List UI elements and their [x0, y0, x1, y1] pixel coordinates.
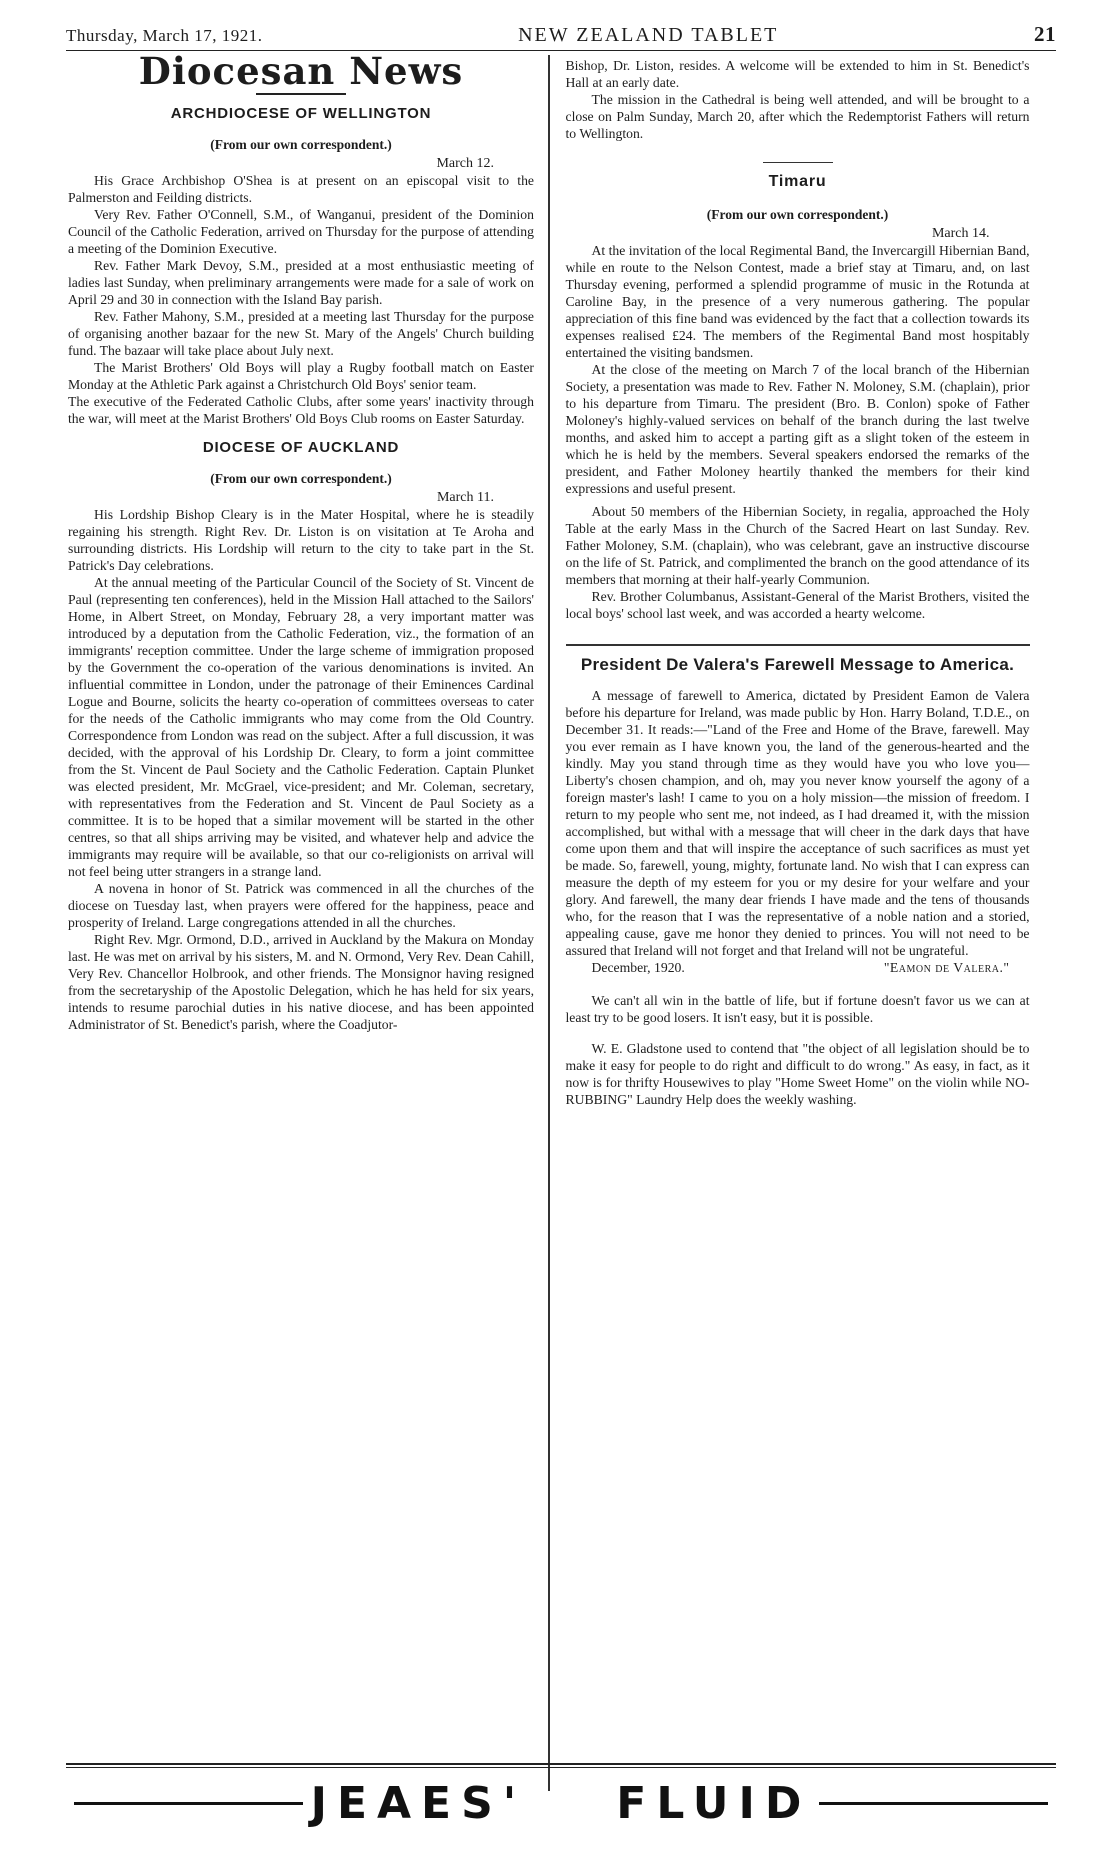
article-rule: [566, 644, 1030, 646]
auckland-correspondent: (From our own correspondent.): [210, 471, 392, 486]
wellington-paragraph: Very Rev. Father O'Connell, S.M., of Wanganui, president of the Dominion Council of the Catholic Federation, arrived on Thursday for the purpose of attending a meeting of the Dominion Executive.: [68, 207, 534, 256]
timaru-date: March 14.: [931, 226, 990, 241]
issue-date: Thursday, March 17, 1921.: [66, 26, 263, 45]
wellington-date: March 12.: [436, 156, 494, 171]
advert-left-line: [74, 1802, 303, 1805]
advert-word-brand: JEAES': [310, 1777, 527, 1829]
auckland-paragraph: Right Rev. Mgr. Ormond, D.D., arrived in Auckland by the Makura on Monday last. He was met on arrival by his sisters, M. and N. Ormond, Very Rev. Dean Cahill, Very Rev. Chancellor Holbrook, and other friends. The Monsignor having resigned from the secretaryship of the Apostolic Delegation, which he has held for six years, intends to resume parochial duties in his native diocese, and has been appointed Administrator of St. Benedict's parish, where the Coadjutor-: [68, 932, 534, 1032]
wellington-paragraph: Rev. Father Mahony, S.M., presided at a meeting last Thursday for the purpose of organising another bazaar for the new St. Mary of the Angels' Church building fund. The bazaar will take place about July next.: [68, 309, 534, 358]
title-ornament: [68, 82, 534, 99]
continuation-paragraph: Bishop, Dr. Liston, resides. A welcome will be extended to him in St. Benedict's Hall at an early date.: [565, 58, 1030, 90]
wellington-correspondent: (From our own correspondent.): [210, 137, 392, 152]
timaru-paragraph: At the close of the meeting on March 7 of the local branch of the Hibernian Society, a presentation was made to Rev. Father N. Moloney, S.M. (chaplain), prior to his departure from Timaru. The president (Bro. B. Conlon) spoke of Father Moloney's highly-valued services on behalf of the branch during the last twelve months, and asked him to accept a parting gift as a slight token of the esteem in which he is held by the members. Several speakers endorsed the remarks of the president, and Father Moloney heartily thanked the members for their kind expressions and useful present.: [565, 362, 1030, 496]
devalera-paragraph: A message of farewell to America, dictated by President Eamon de Valera before his departure for Ireland, was made public by Hon. Harry Boland, T.D.E., on December 31. It reads:—"Land of the Free and Home of the Brave, farewell. May you ever remain as I have known you, the land of the generous-hearted and the kindly. May you stand through time as they would have you who love you—Liberty's chosen champion, and oh, may you never know yourself the agony of a foreign master's lash! I came to you on a holy mission—the mission of freedom. I return to my people who sent me, not indeed, as I had dreamed it, with the mission accomplished, but withal with a message that will cheer in the dark days that have come upon them and that will inspire the acceptance of such sacrifices as must yet be made. So, farewell, young, mighty, fortunate land. No wish that I can express can measure the depth of my esteem for you or my desire for your welfare and your glory. And farewell, the many dear friends I have made and the tens of thousands who, for the reason that I was the representative of a noble nation and a storied, appealing cause, gave me honor they denied to princes. You will not need to be assured that Ireland will not forget and that Ireland will not be ungrateful.: [565, 688, 1030, 958]
auckland-paragraph: His Lordship Bishop Cleary is in the Mater Hospital, where he is steadily regaining his strength. Right Rev. Dr. Liston is on visitation at Te Aroha and surrounding districts. His Lordship will return to the city to take part in the St. Patrick's Day celebrations.: [68, 507, 534, 573]
advert-word-product: FLUID: [616, 1777, 812, 1829]
footer-rule: [66, 1763, 1056, 1765]
continuation-paragraph: The mission in the Cathedral is being well attended, and will be brought to a close on Palm Sunday, March 20, after which the Redemptorist Fathers will return to Wellington.: [565, 92, 1030, 141]
section-title: Diocesan News: [138, 49, 464, 93]
auckland-paragraph: A novena in honor of St. Patrick was commenced in all the churches of the diocese on Tuesday last, when prayers were offered for the happiness, peace and prosperity of Ireland. Large congregations attended in all the churches.: [68, 881, 534, 930]
advertisement-banner: [66, 1778, 1056, 1828]
wellington-paragraph: Rev. Father Mark Devoy, S.M., presided at a most enthusiastic meeting of ladies last Sunday, when preliminary arrangements were made for a sale of work on April 29 and 30 in connection with the Island Bay parish.: [68, 258, 534, 307]
footer-rule-thin: [66, 1767, 1056, 1768]
auckland-paragraph: At the annual meeting of the Particular Council of the Society of St. Vincent de Paul (representing ten conferences), held in the Mission Hall attached to the Sailors' Home, in Albert Street, on Monday, February 28, a very important matter was introduced by a deputation from the Catholic Federation, viz., the formation of an immigrants' reception committee. Under the large scheme of immigration proposed by the Government the co-operation of the various denominations is invited. An influential committee in London, under the patronage of their Eminences Cardinal Logue and Bourne, solicits the hearty co-operation of committees overseas to cater for the needs of the Catholic immigrants who may come from the Old Country. Correspondence from London was read on the subject. After a full discussion, it was decided, with the approval of his Lordship Dr. Cleary, to form a joint committee from the St. Vincent de Paul Society and the Catholic Federation. Captain Plunket was elected president, Mr. McGrael, vice-president; and Mr. Coleman, secretary, with representatives from the Federation and St. Vincent de Paul Society as a committee. It is to be hoped that a similar movement will be started in the other centres, so that all ships arriving may be visited, and whatever help and advice the immigrants may require will be available, so that our co-religionists on arrival will not feel being utter strangers in a strange land.: [68, 575, 534, 879]
auckland-heading: DIOCESE OF AUCKLAND: [202, 439, 400, 456]
filler-paragraph: W. E. Gladstone used to contend that "the object of all legislation should be to make it easy for people to do right and difficult to do wrong." As easy, in fact, as it now is for thrifty Housewives to play "Home Sweet Home" on the violin while NO-RUBBING" Laundry Help does the weekly washing.: [565, 1041, 1030, 1107]
wellington-heading: ARCHDIOCESE OF WELLINGTON: [170, 105, 432, 122]
columns: [66, 51, 1056, 1791]
auckland-date: March 11.: [436, 490, 494, 505]
running-head: [66, 22, 1056, 46]
timaru-paragraph: Rev. Brother Columbanus, Assistant-General of the Marist Brothers, visited the local boys' school last week, and was accorded a hearty welcome.: [565, 589, 1030, 621]
timaru-heading: Timaru: [768, 173, 827, 190]
wellington-paragraph: The Marist Brothers' Old Boys will play a Rugby football match on Easter Monday at the Athletic Park against a Christchurch Old Boys' senior team.: [68, 360, 534, 392]
page-number: 21: [1034, 22, 1056, 46]
wellington-paragraph: His Grace Archbishop O'Shea is at present on an episcopal visit to the Palmerston and Feilding districts.: [68, 173, 534, 205]
devalera-signature: "Eamon de Valera.": [883, 960, 1010, 975]
timaru-paragraph: At the invitation of the local Regimental Band, the Invercargill Hibernian Band, while en route to the Nelson Contest, made a brief stay at Timaru, and, on last Thursday evening, performed a splendid programme of music in the Rotunda at Caroline Bay, in the presence of a very numerous gathering. The popular appreciation of this fine band was evidenced by the fact that a collection towards its expenses realised £24. The members of the Regimental Band most hospitably entertained the visiting bandsmen.: [565, 243, 1030, 360]
devalera-signature-line: [566, 959, 1030, 976]
advert-right-line: [819, 1802, 1048, 1805]
timaru-paragraph: About 50 members of the Hibernian Society, in regalia, approached the Holy Table at the early Mass in the Church of the Sacred Heart on last Sunday. Rev. Father Moloney, S.M. (chaplain), who was celebrant, gave an instructive discourse on the life of St. Patrick, and complimented the branch on the good attendance of its members that morning at their half-yearly Communion.: [565, 504, 1030, 587]
timaru-correspondent: (From our own correspondent.): [706, 207, 889, 222]
devalera-heading: President De Valera's Farewell Message to America.: [580, 655, 1015, 674]
devalera-date: December, 1920.: [591, 960, 685, 975]
left-column: [66, 51, 548, 1791]
right-column: [550, 51, 1032, 1791]
wellington-paragraph: The executive of the Federated Catholic Clubs, after some years' inactivity through the war, will meet at the Marist Brothers' Old Boys Club rooms on Easter Saturday.: [68, 394, 534, 426]
section-rule: [566, 150, 1030, 167]
filler-paragraph: We can't all win in the battle of life, but if fortune doesn't favor us we can at least try to be good losers. It isn't easy, but it is possible.: [565, 993, 1030, 1025]
masthead: NEW ZEALAND TABLET: [518, 24, 779, 46]
